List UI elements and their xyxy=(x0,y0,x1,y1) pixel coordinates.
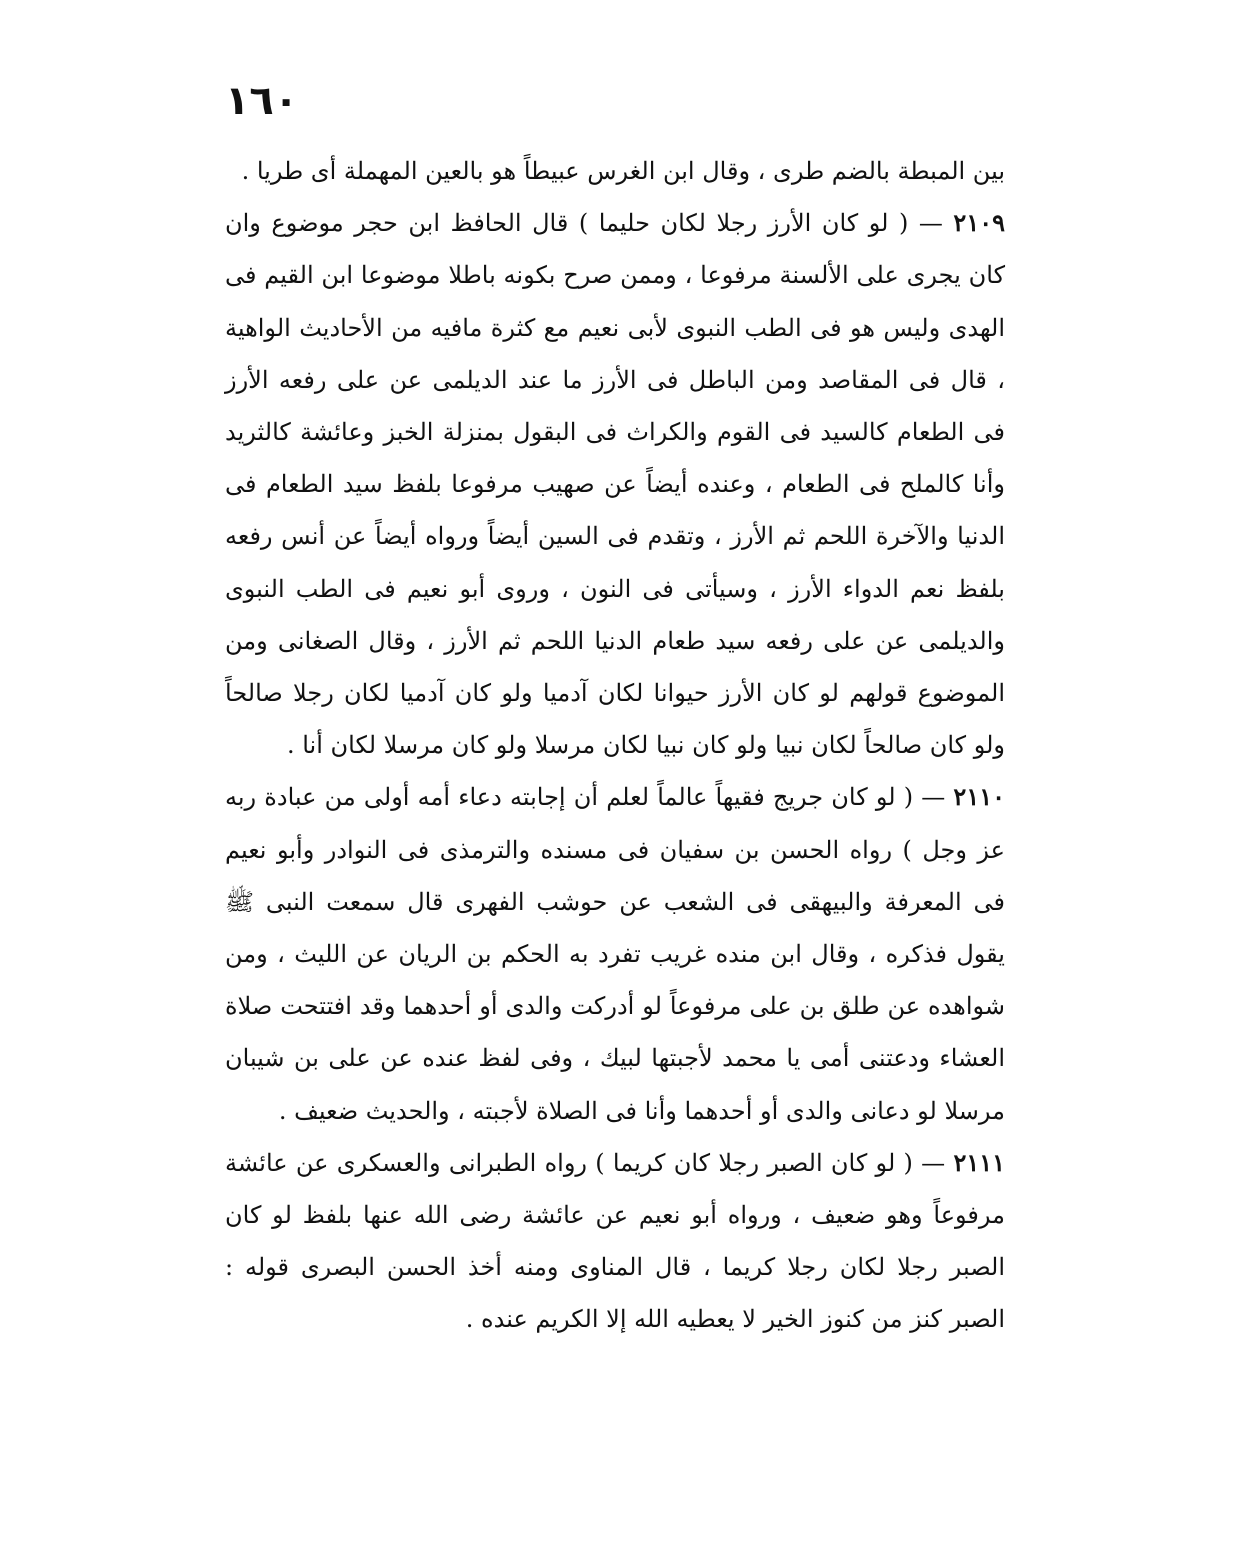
entry-text: — ( لو كان جريج فقيهاً عالماً لعلم أن إجابته دعاء أمه أولى من عبادة ربه عز وجل ) رواه الحسن بن سفيان فى مسنده والترمذى فى النوادر وأبو نعيم فى المعرفة والبيهقى فى الشعب عن حوشب الفهرى قال سمعت النبى ﷺ يقول فذكره ، وقال ابن منده غريب تفرد به الحكم بن الريان عن الليث ، ومن شواهده عن طلق بن على مرفوعاً لو أدركت والدى أو أحدهما وقد افتتحت صلاة العشاء ودعتنى أمى يا محمد لأجبتها لبيك ، وفى لفظ عنده عن على بن شيبان مرسلا لو دعانى والدى أو أحدهما وأنا فى الصلاة لأجبته ، والحديث ضعيف . xyxy=(225,783,1005,1125)
hadith-entry xyxy=(225,197,1005,771)
entry-text: — ( لو كان الأرز رجلا لكان حليما ) قال الحافظ ابن حجر موضوع وان كان يجرى على الألسنة مرفوعا ، وممن صرح بكونه باطلا موضوعا ابن القيم فى الهدى وليس هو فى الطب النبوى لأبى نعيم مع كثرة مافيه من الأحاديث الواهية ، قال فى المقاصد ومن الباطل فى الأرز ما عند الديلمى عن على رفعه الأرز فى الطعام كالسيد فى القوم والكراث فى البقول بمنزلة الخبز وعائشة كالثريد وأنا كالملح فى الطعام ، وعنده أيضاً عن صهيب مرفوعا بلفظ سيد الطعام فى الدنيا والآخرة اللحم ثم الأرز ، وتقدم فى السين أيضاً ورواه أيضاً عن أنس رفعه بلفظ نعم الدواء الأرز ، وسيأتى فى النون ، وروى أبو نعيم فى الطب النبوى والديلمى عن على رفعه سيد طعام الدنيا اللحم ثم الأرز ، وقال الصغانى ومن الموضوع قولهم لو كان الأرز حيوانا لكان آدميا ولو كان آدميا لكان رجلا صالحاً ولو كان صالحاً لكان نبيا ولو كان نبيا لكان مرسلا ولو كان مرسلا لكان أنا . xyxy=(225,209,1005,760)
entry-number: ٢١١١ xyxy=(953,1147,1006,1177)
page-number: ١٦٠ xyxy=(225,78,299,124)
entry-number: ٢١١٠ xyxy=(953,782,1005,812)
hadith-entry xyxy=(225,771,1005,1136)
entry-number: ٢١٠٩ xyxy=(953,208,1005,238)
hadith-entry xyxy=(225,1137,1005,1346)
entry-text: — ( لو كان الصبر رجلا كان كريما ) رواه الطبرانى والعسكرى عن عائشة مرفوعاً وهو ضعيف ، ورواه أبو نعيم عن عائشة رضى الله عنها بلفظ لو كان الصبر رجلا لكان رجلا كريما ، قال المناوى ومنه أخذ الحسن البصرى قوله : الصبر كنز من كنوز الخير لا يعطيه الله إلا الكريم عنده . xyxy=(225,1148,1005,1334)
continuation-paragraph: بين المبطة بالضم طرى ، وقال ابن الغرس عبيطاً هو بالعين المهملة أى طريا . xyxy=(241,157,1005,185)
page-body xyxy=(225,145,1005,1346)
